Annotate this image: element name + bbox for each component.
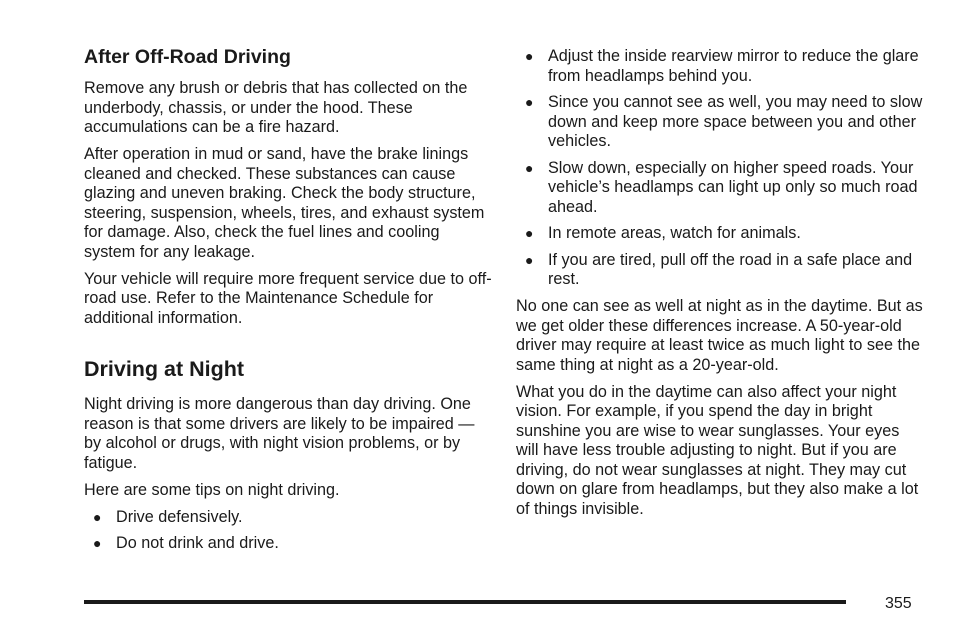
page-number: 355	[885, 595, 912, 612]
list-item-text: Drive defensively.	[116, 507, 243, 526]
section-heading-driving-at-night: Driving at Night	[84, 357, 245, 381]
tips-list	[84, 508, 494, 554]
list-item	[516, 224, 926, 244]
right-column	[516, 47, 926, 527]
list-item	[516, 93, 926, 152]
tips-list-continued	[516, 47, 926, 290]
paragraph: What you do in the daytime can also affect your night vision. For example, if you spend the day in bright sunshine you are wise to wear sunglasses. Your eyes will have less trouble adjusting to night. But if you are driving, do not wear sunglasses at night. They may cut down on glare from headlamps, but they also make a lot of things invisible.	[516, 382, 919, 518]
bullet-icon: ●	[525, 48, 534, 64]
paragraph: Night driving is more dangerous than day driving. One reason is that some drivers are likely to be impaired — by alcohol or drugs, with night vision problems, or by fatigue.	[84, 395, 475, 472]
list-item	[84, 508, 494, 528]
bullet-icon: ●	[93, 508, 102, 525]
paragraph: No one can see as well at night as in the daytime. But as we get older these differences increase. A 50-year-old driver may require at least twice as much light to see the same thing at night as a 20-year-old.	[516, 297, 923, 374]
bullet-icon: ●	[525, 251, 534, 268]
bullet-icon: ●	[525, 225, 534, 241]
list-item	[84, 534, 494, 554]
left-column	[84, 44, 494, 561]
paragraph: After operation in mud or sand, have the brake linings cleaned and checked. These substances can cause glazing and uneven braking. Check the body structure, steering, suspension, wheels, tires, and exhaust system for damage. Also, check the fuel lines and cooling system for any leakage.	[84, 145, 485, 261]
bullet-icon: ●	[93, 535, 102, 551]
paragraph: Remove any brush or debris that has collected on the underbody, chassis, or under the hood. These accumulations can be a fire hazard.	[84, 79, 468, 136]
list-item-text: Since you cannot see as well, you may need to slow down and keep more space between you and other vehicles.	[548, 93, 923, 150]
list-item	[516, 47, 926, 86]
list-item-text: If you are tired, pull off the road in a safe place and rest.	[548, 250, 913, 288]
list-item-text: Slow down, especially on higher speed roads. Your vehicle’s headlamps can light up only so much road ahead.	[548, 158, 918, 216]
bullet-icon: ●	[525, 159, 534, 176]
list-item	[516, 251, 926, 290]
section-heading-after-off-road: After Off-Road Driving	[84, 46, 291, 68]
list-item-text: In remote areas, watch for animals.	[548, 224, 801, 242]
paragraph: Here are some tips on night driving.	[84, 480, 340, 499]
footer-rule	[84, 600, 846, 604]
bullet-icon: ●	[525, 94, 534, 110]
list-item	[516, 159, 926, 218]
list-item-text: Adjust the inside rearview mirror to reduce the glare from headlamps behind you.	[548, 47, 919, 85]
list-item-text: Do not drink and drive.	[116, 534, 279, 552]
paragraph: Your vehicle will require more frequent service due to off-road use. Refer to the Maintenance Schedule for additional information.	[84, 269, 492, 327]
